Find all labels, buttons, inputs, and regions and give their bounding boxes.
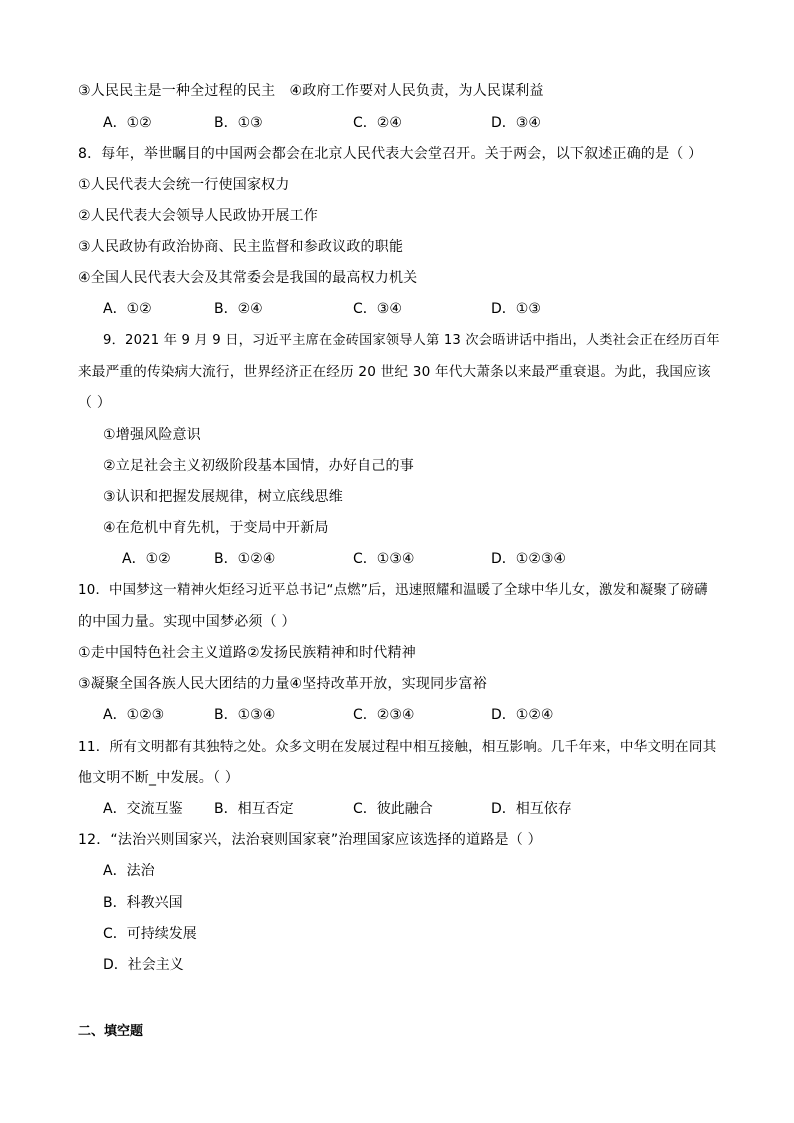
q11-option-b[interactable]: B．相互否定 (214, 801, 294, 817)
q12-stem: 12．“法治兴则国家兴，法治衰则国家衰”治理国家应该选择的道路是（ ） (78, 832, 542, 848)
q7-statement-line: ③人民民主是一种全过程的民主 ④政府工作要对人民负责，为人民谋利益 (78, 83, 544, 99)
q8-option-c[interactable]: C．③④ (353, 301, 402, 317)
q9-statement-3: ③认识和把握发展规律，树立底线思维 (103, 489, 343, 505)
q9-stem-line-1: 9．2021 年 9 月 9 日，习近平主席在金砖国家领导人第 13 次会晤讲话中指出，人类社会正在经历百年 (103, 333, 720, 348)
q9-option-c[interactable]: C．①③④ (353, 551, 415, 567)
q12-option-c[interactable]: C．可持续发展 (103, 926, 197, 942)
q9-stem-line-3: （ ） (78, 395, 112, 411)
q8-statement-2: ②人民代表大会领导人民政协开展工作 (78, 208, 318, 224)
q9-option-d[interactable]: D．①②③④ (491, 551, 566, 567)
q8-statement-4: ④全国人民代表大会及其常委会是我国的最高权力机关 (78, 270, 418, 286)
q11-option-d[interactable]: D．相互依存 (491, 801, 572, 817)
section-title-fill-in: 二、填空题 (78, 1024, 144, 1039)
q12-option-a[interactable]: A．法治 (103, 863, 155, 879)
q11-option-a[interactable]: A．交流互鉴 (103, 801, 183, 817)
q8-stem: 8．每年，举世瞩目的中国两会都会在北京人民代表大会堂召开。关于两会，以下叙述正确的是（ ） (78, 146, 703, 162)
q10-statement-2: ③凝聚全国各族人民大团结的力量④坚持改革开放，实现同步富裕 (78, 676, 487, 692)
q10-option-b[interactable]: B．①③④ (214, 707, 276, 723)
q10-stem-line-2: 的中国力量。实现中国梦必须（ ） (78, 614, 296, 630)
q12-option-d[interactable]: D．社会主义 (103, 957, 184, 973)
q8-statement-3: ③人民政协有政治协商、民主监督和参政议政的职能 (78, 239, 404, 255)
q11-option-c[interactable]: C．彼此融合 (353, 801, 433, 817)
q11-stem-line-2: 他文明不断_中发展。（ ） (78, 770, 240, 786)
q7-option-c[interactable]: C．②④ (353, 115, 402, 131)
q7-option-d[interactable]: D．③④ (491, 115, 541, 131)
q9-statement-2: ②立足社会主义初级阶段基本国情，办好自己的事 (103, 458, 414, 474)
q8-option-b[interactable]: B．②④ (214, 301, 263, 317)
q10-stem-line-1: 10．中国梦这一精神火炬经习近平总书记“点燃”后，迅速照耀和温暖了全球中华儿女，激发和凝聚了磅礴 (78, 583, 708, 598)
q10-statement-1: ①走中国特色社会主义道路②发扬民族精神和时代精神 (78, 645, 416, 661)
q9-statement-1: ①增强风险意识 (103, 427, 201, 443)
q7-option-b[interactable]: B．①③ (214, 115, 263, 131)
q12-option-b[interactable]: B．科教兴国 (103, 895, 183, 911)
q7-option-a[interactable]: A．①② (103, 115, 152, 131)
q11-stem-line-1: 11．所有文明都有其独特之处。众多文明在发展过程中相互接触，相互影响。几千年来，中华文明在同其 (78, 739, 717, 755)
q10-option-c[interactable]: C．②③④ (353, 707, 415, 723)
q8-option-d[interactable]: D．①③ (491, 301, 541, 317)
q10-option-d[interactable]: D．①②④ (491, 707, 554, 723)
q9-option-a[interactable]: A．①② (122, 551, 171, 567)
q9-option-b[interactable]: B．①②④ (214, 551, 276, 567)
q8-statement-1: ①人民代表大会统一行使国家权力 (78, 177, 290, 193)
q10-option-a[interactable]: A．①②③ (103, 707, 165, 723)
q8-option-a[interactable]: A．①② (103, 301, 152, 317)
q9-statement-4: ④在危机中育先机，于变局中开新局 (103, 520, 329, 536)
q9-stem-line-2: 来最严重的传染病大流行，世界经济正在经历 20 世纪 30 年代大萧条以来最严重衰退。为此，我国应该 (78, 364, 711, 380)
